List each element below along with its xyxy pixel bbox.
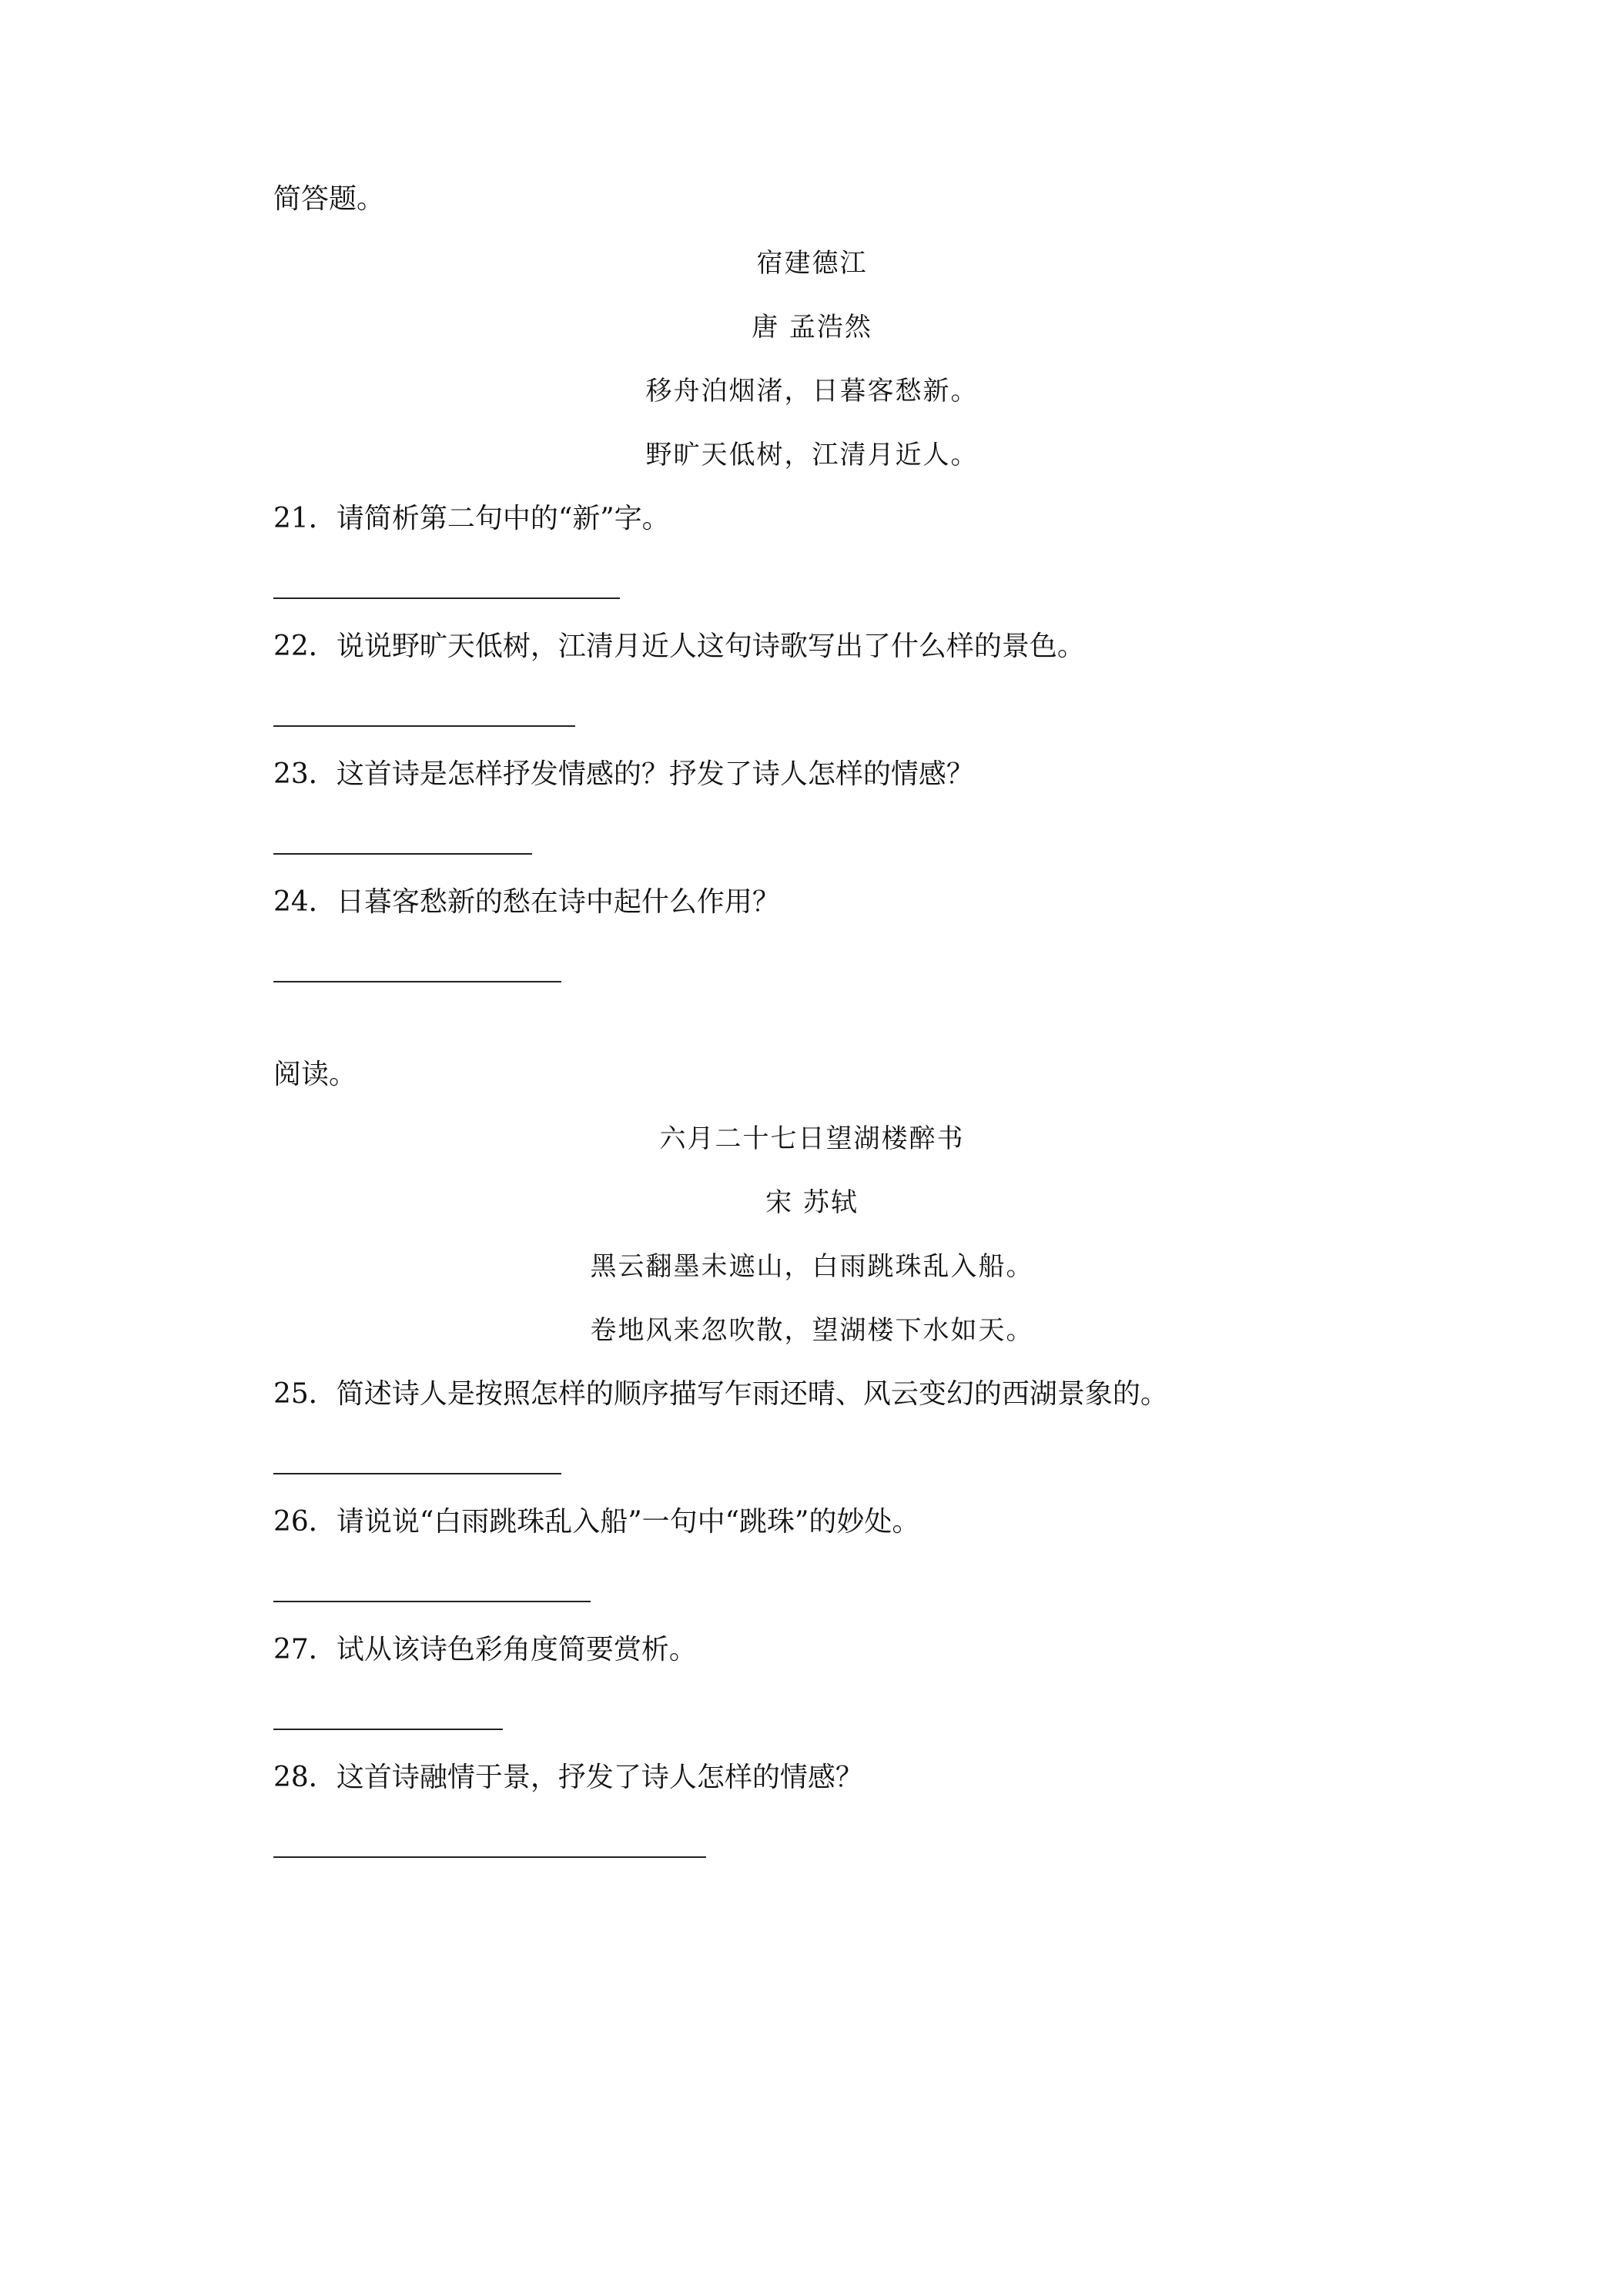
question-number: 28． xyxy=(273,1762,337,1793)
poem-title: 六月二十七日望湖楼醉书 xyxy=(659,1123,965,1154)
question-number: 26． xyxy=(273,1506,337,1538)
answer-line[interactable] xyxy=(273,597,620,599)
answer-line[interactable] xyxy=(273,725,575,727)
answer-line[interactable] xyxy=(273,981,561,982)
section-heading: 阅读。 xyxy=(273,1059,357,1090)
question-number: 25． xyxy=(273,1378,337,1410)
poem-line: 黑云翻墨未遮山，白雨跳珠乱入船。 xyxy=(590,1251,1034,1282)
answer-line[interactable] xyxy=(273,1473,561,1474)
question-25 xyxy=(273,1377,1168,1411)
poem-author: 唐 孟浩然 xyxy=(752,312,872,343)
question-text: 请简析第二句中的“新”字。 xyxy=(336,503,670,534)
question-21 xyxy=(273,502,670,536)
poem-line: 卷地风来忽吹散，望湖楼下水如天。 xyxy=(590,1315,1034,1346)
answer-line[interactable] xyxy=(273,1601,591,1602)
question-number: 22． xyxy=(273,631,337,662)
question-number: 23． xyxy=(273,758,337,790)
question-text: 试从该诗色彩角度简要赏析。 xyxy=(336,1634,697,1665)
question-number: 21． xyxy=(273,503,337,534)
poem-author: 宋 苏轼 xyxy=(765,1187,859,1218)
section-heading: 简答题。 xyxy=(273,183,385,215)
question-24 xyxy=(273,885,780,919)
question-28 xyxy=(273,1761,863,1795)
question-22 xyxy=(273,630,1085,664)
question-text: 说说野旷天低树，江清月近人这句诗歌写出了什么样的景色。 xyxy=(336,631,1085,662)
poem-line: 野旷天低树，江清月近人。 xyxy=(645,440,979,470)
answer-line[interactable] xyxy=(273,853,532,855)
poem-title: 宿建德江 xyxy=(756,248,868,279)
question-text: 日暮客愁新的愁在诗中起什么作用？ xyxy=(336,886,780,918)
question-text: 简述诗人是按照怎样的顺序描写乍雨还晴、风云变幻的西湖景象的。 xyxy=(336,1378,1168,1410)
question-number: 27． xyxy=(273,1634,337,1665)
question-23 xyxy=(273,758,974,792)
question-text: 这首诗是怎样抒发情感的？抒发了诗人怎样的情感？ xyxy=(336,758,974,790)
question-text: 这首诗融情于景，抒发了诗人怎样的情感？ xyxy=(336,1762,863,1793)
answer-line[interactable] xyxy=(273,1856,706,1858)
question-26 xyxy=(273,1505,919,1539)
question-text: 请说说“白雨跳珠乱入船”一句中“跳珠”的妙处。 xyxy=(336,1506,920,1538)
question-number: 24． xyxy=(273,886,337,918)
poem-line: 移舟泊烟渚，日暮客愁新。 xyxy=(645,376,979,407)
answer-line[interactable] xyxy=(273,1729,503,1730)
question-27 xyxy=(273,1633,697,1667)
